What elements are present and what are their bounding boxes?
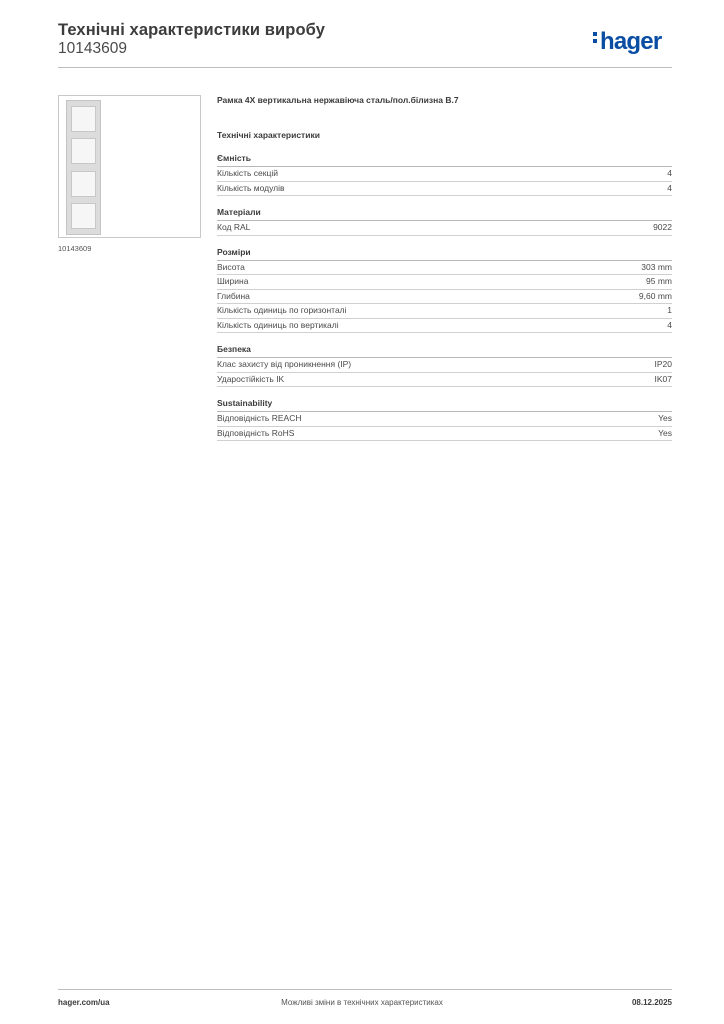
spec-value: 4 <box>667 182 672 193</box>
spec-value: 95 mm <box>646 276 672 286</box>
spec-value: 4 <box>667 168 672 178</box>
spec-row <box>217 221 672 236</box>
spec-value: 1 <box>667 305 672 315</box>
spec-label: Кількість модулів <box>217 182 285 193</box>
spec-section-capacity <box>217 153 672 196</box>
spec-value: 303 mm <box>641 261 672 272</box>
spec-value: Yes <box>658 413 672 423</box>
frame-cutout <box>71 203 96 229</box>
spec-value: IK07 <box>654 373 672 384</box>
product-image-frame-icon <box>66 100 101 235</box>
frame-cutout <box>71 106 96 132</box>
spec-row <box>217 182 672 197</box>
spec-section-materials <box>217 207 672 236</box>
section-title: Матеріали <box>217 207 672 221</box>
footer-notice: Можливі зміни в технічних характеристиках <box>281 998 443 1007</box>
product-name: Рамка 4X вертикальна нержавіюча сталь/пол.білизна B.7 <box>217 95 459 105</box>
image-caption: 10143609 <box>58 244 92 253</box>
footer-website-link[interactable]: hager.com/ua <box>58 998 110 1007</box>
spec-row <box>217 373 672 388</box>
spec-row <box>217 358 672 373</box>
footer-divider <box>58 989 672 990</box>
spec-row <box>217 304 672 319</box>
spec-label: Відповідність RoHS <box>217 427 295 438</box>
logo-dots-icon <box>593 29 597 46</box>
product-code: 10143609 <box>58 40 127 57</box>
spec-label: Кількість одиниць по вертикалі <box>217 319 339 330</box>
spec-value: IP20 <box>654 359 672 369</box>
spec-label: Відповідність REACH <box>217 413 302 423</box>
frame-cutout <box>71 138 96 164</box>
logo-text: hager <box>600 28 662 55</box>
hager-logo <box>593 28 661 56</box>
spec-value: Yes <box>658 427 672 438</box>
spec-label: Висота <box>217 261 245 272</box>
spec-label: Код RAL <box>217 222 251 232</box>
spec-value: 9,60 mm <box>638 290 672 301</box>
section-title: Безпека <box>217 344 672 358</box>
spec-section-sustainability <box>217 398 672 441</box>
spec-label: Ударостійкість IK <box>217 373 285 384</box>
spec-section-dimensions <box>217 247 672 334</box>
spec-label: Глибина <box>217 290 250 301</box>
page-title: Технічні характеристики виробу <box>58 21 325 39</box>
spec-label: Кількість одиниць по горизонталі <box>217 305 347 315</box>
spec-value: 4 <box>667 319 672 330</box>
tech-heading: Технічні характеристики <box>217 130 320 140</box>
spec-label: Клас захисту від проникнення (IP) <box>217 359 352 369</box>
spec-row <box>217 412 672 427</box>
section-title: Sustainability <box>217 398 672 412</box>
spec-row <box>217 167 672 182</box>
spec-row <box>217 261 672 276</box>
footer-date: 08.12.2025 <box>631 998 672 1007</box>
frame-cutout <box>71 171 96 197</box>
spec-row <box>217 319 672 334</box>
section-title: Ємність <box>217 153 672 167</box>
spec-content <box>217 95 672 441</box>
spec-row <box>217 427 672 442</box>
header-divider <box>58 67 672 68</box>
spec-row <box>217 290 672 305</box>
spec-value: 9022 <box>653 222 672 232</box>
section-title: Розміри <box>217 247 672 261</box>
spec-label: Ширина <box>217 276 249 286</box>
spec-label: Кількість секцій <box>217 168 278 178</box>
spec-section-safety <box>217 344 672 387</box>
spec-row <box>217 275 672 290</box>
